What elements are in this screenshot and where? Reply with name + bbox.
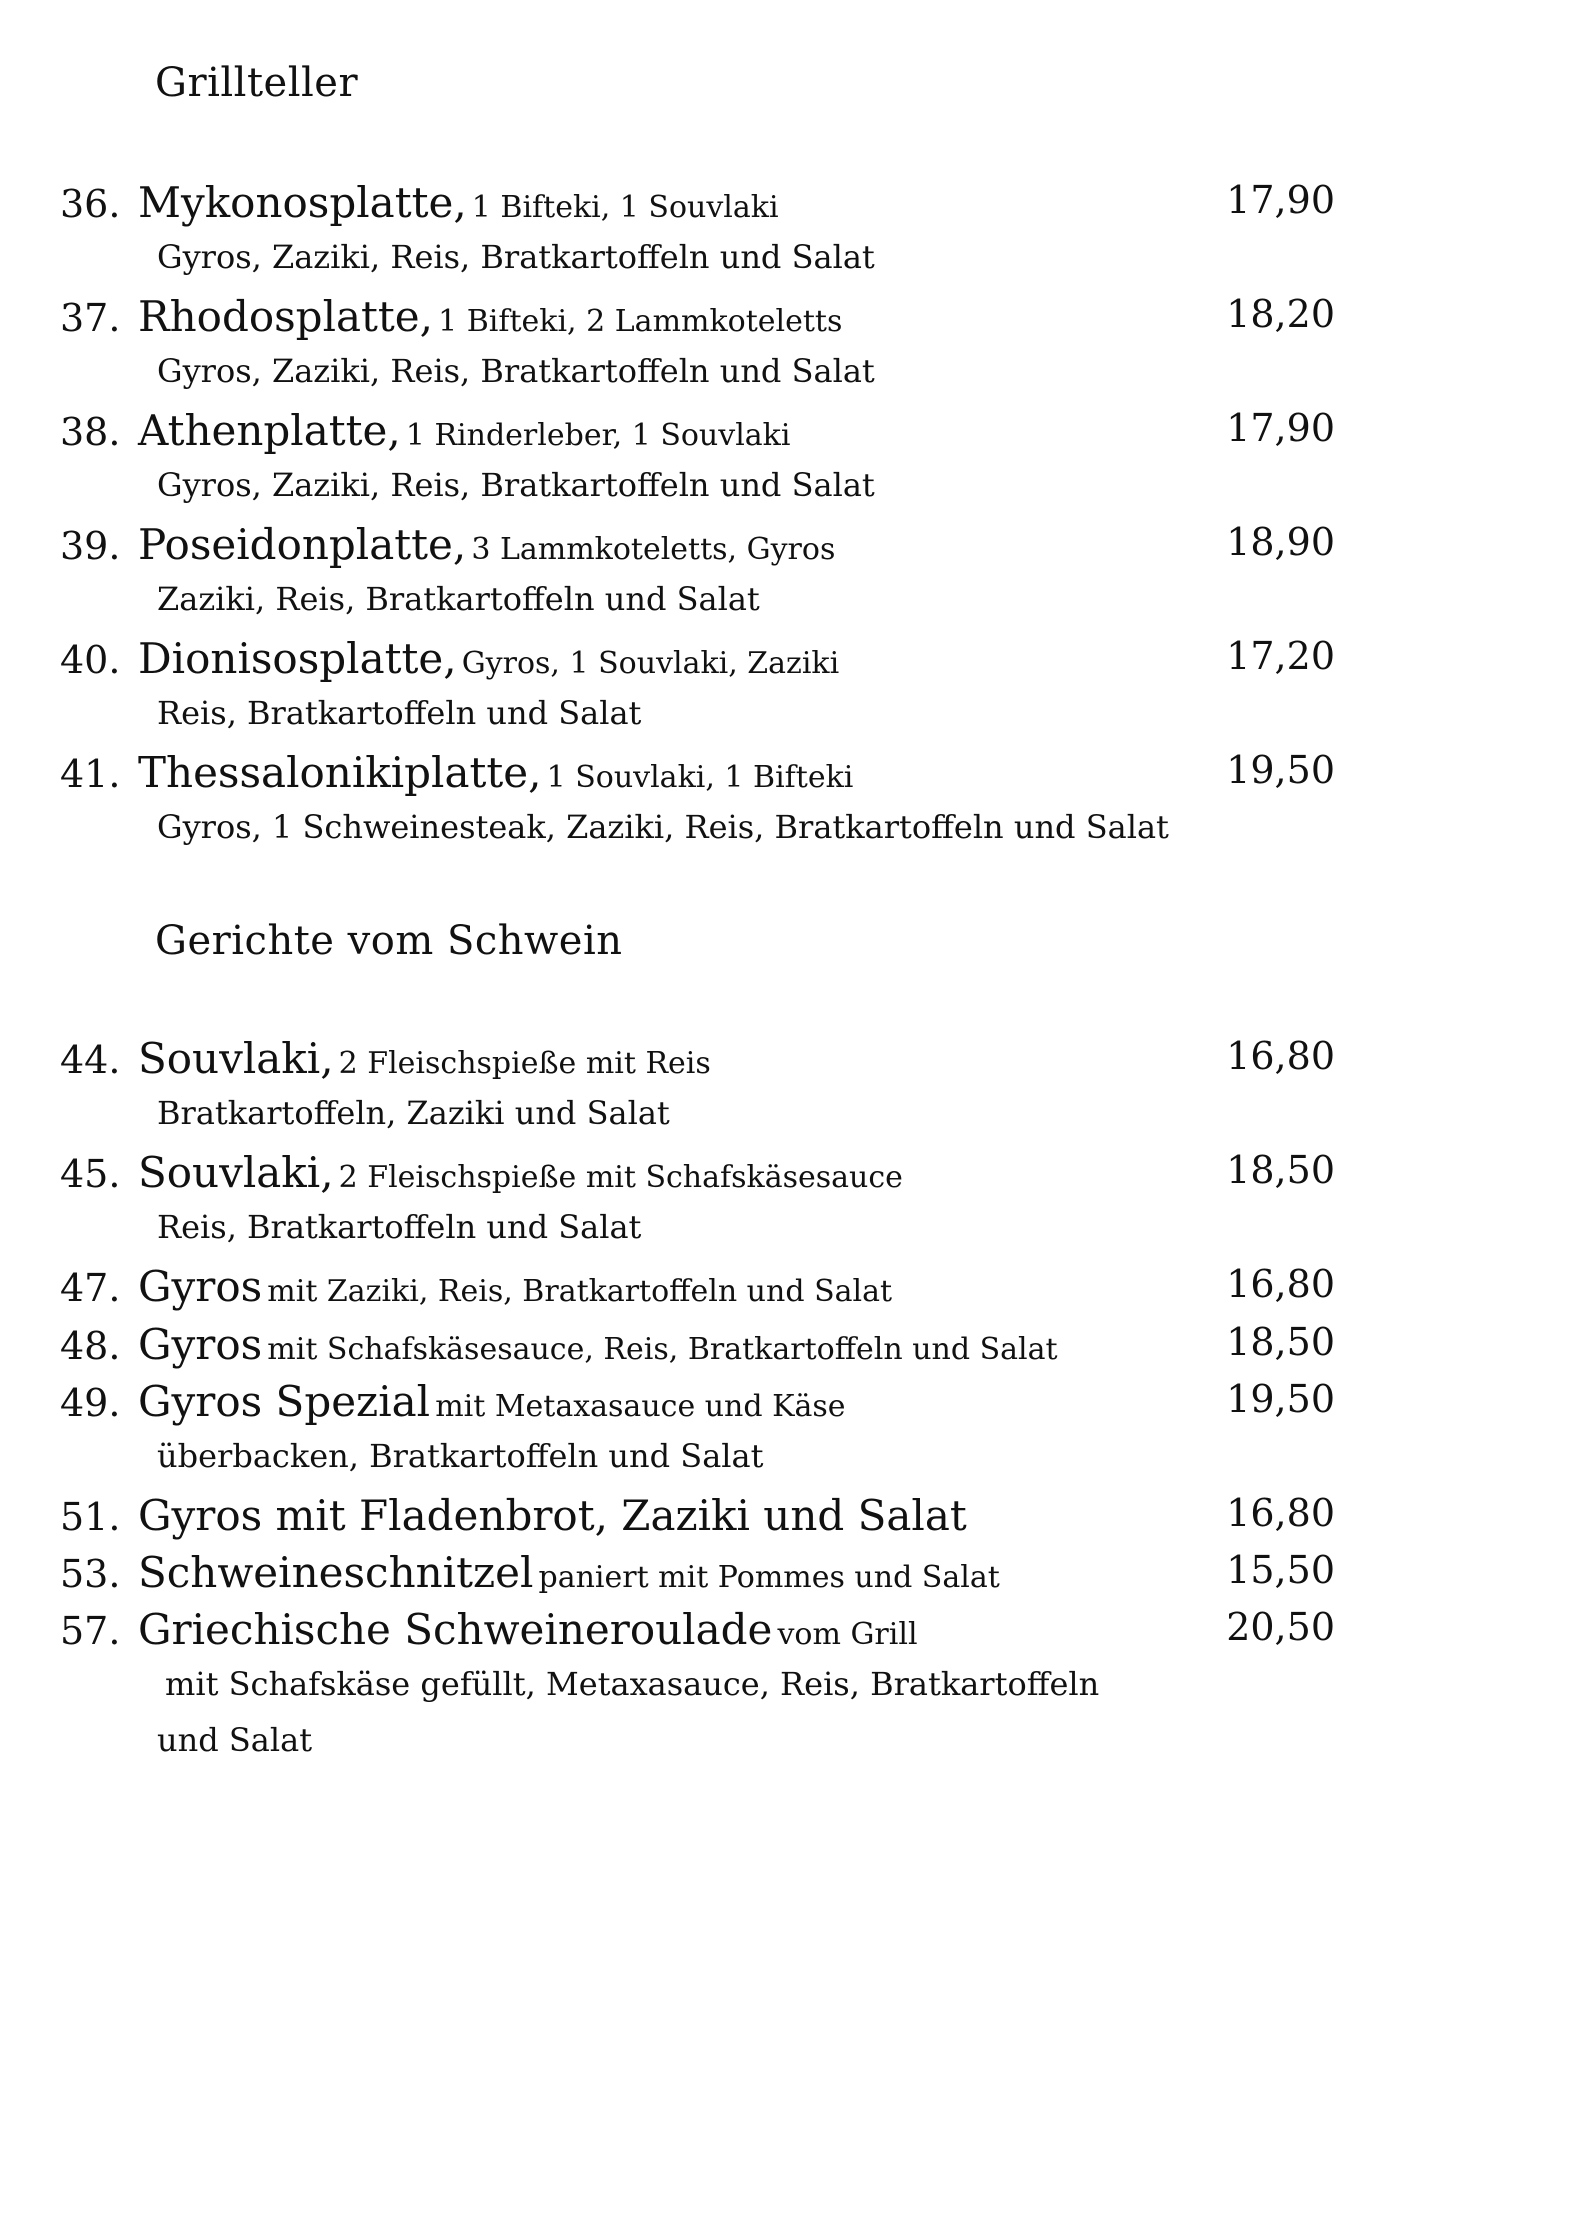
item-price: 18,50 bbox=[1226, 1148, 1335, 1192]
item-price: 20,50 bbox=[1226, 1605, 1335, 1649]
item-number: 36. bbox=[60, 182, 121, 226]
menu-item-44 bbox=[60, 1034, 1335, 1092]
item-number: 47. bbox=[60, 1266, 121, 1310]
menu-item-53 bbox=[60, 1548, 1335, 1606]
item-description: 1 Rinderleber, 1 Souvlaki bbox=[405, 418, 791, 453]
menu-item-39 bbox=[60, 520, 1335, 578]
item-description: 3 Lammkoteletts, Gyros bbox=[471, 532, 836, 567]
item-number: 51. bbox=[60, 1495, 121, 1539]
item-number: 40. bbox=[60, 638, 121, 682]
menu-item-45 bbox=[60, 1148, 1335, 1206]
item-description: 1 Souvlaki, 1 Bifteki bbox=[546, 760, 854, 795]
menu-item-38 bbox=[60, 406, 1335, 464]
menu-item-37 bbox=[60, 292, 1335, 350]
menu-item-47 bbox=[60, 1262, 1335, 1320]
item-description: 1 Bifteki, 2 Lammkoteletts bbox=[438, 304, 843, 339]
item-name: Souvlaki, bbox=[138, 1034, 334, 1083]
item-name: Thessalonikiplatte, bbox=[138, 748, 542, 797]
item-number: 37. bbox=[60, 296, 121, 340]
item-price: 17,90 bbox=[1226, 178, 1335, 222]
item-price: 16,80 bbox=[1226, 1262, 1335, 1306]
menu-item-49 bbox=[60, 1377, 1335, 1435]
item-detail-line: Reis, Bratkartoffeln und Salat bbox=[157, 1208, 642, 1246]
item-description: 2 Fleischspieße mit Schafskäsesauce bbox=[338, 1160, 903, 1195]
item-description: mit Schafskäsesauce, Reis, Bratkartoffeln und Salat bbox=[267, 1332, 1058, 1367]
item-price: 15,50 bbox=[1226, 1548, 1335, 1592]
item-name: Souvlaki, bbox=[138, 1148, 334, 1197]
item-detail-line: Bratkartoffeln, Zaziki und Salat bbox=[157, 1094, 670, 1132]
item-detail-line: Reis, Bratkartoffeln und Salat bbox=[157, 694, 642, 732]
item-detail-line: Zaziki, Reis, Bratkartoffeln und Salat bbox=[157, 580, 760, 618]
item-description: paniert mit Pommes und Salat bbox=[538, 1560, 1000, 1595]
item-description: vom Grill bbox=[777, 1617, 918, 1652]
item-price: 19,50 bbox=[1226, 1377, 1335, 1421]
item-name: Rhodosplatte, bbox=[138, 292, 434, 341]
menu-item-40 bbox=[60, 634, 1335, 692]
item-detail-line: Gyros, 1 Schweinesteak, Zaziki, Reis, Bratkartoffeln und Salat bbox=[157, 808, 1169, 846]
item-name: Athenplatte, bbox=[138, 406, 401, 455]
item-detail-line: überbacken, Bratkartoffeln und Salat bbox=[157, 1437, 764, 1475]
item-name: Gyros Spezial bbox=[138, 1377, 431, 1426]
item-description: Gyros, 1 Souvlaki, Zaziki bbox=[461, 646, 840, 681]
menu-item-51 bbox=[60, 1491, 1335, 1549]
item-detail-line: Gyros, Zaziki, Reis, Bratkartoffeln und Salat bbox=[157, 352, 875, 390]
item-number: 53. bbox=[60, 1552, 121, 1596]
item-description: 2 Fleischspieße mit Reis bbox=[338, 1046, 711, 1081]
section-title-grillteller: Grillteller bbox=[155, 60, 359, 106]
item-number: 41. bbox=[60, 752, 121, 796]
item-detail-line: mit Schafskäse gefüllt, Metaxasauce, Reis, Bratkartoffeln bbox=[165, 1665, 1100, 1703]
section-title-schwein: Gerichte vom Schwein bbox=[155, 918, 623, 964]
item-number: 57. bbox=[60, 1609, 121, 1653]
item-detail-line: Gyros, Zaziki, Reis, Bratkartoffeln und Salat bbox=[157, 238, 875, 276]
menu-item-57 bbox=[60, 1605, 1335, 1663]
item-price: 16,80 bbox=[1226, 1491, 1335, 1535]
item-detail-line: Gyros, Zaziki, Reis, Bratkartoffeln und Salat bbox=[157, 466, 875, 504]
item-name: Mykonosplatte, bbox=[138, 178, 467, 227]
item-price: 17,20 bbox=[1226, 634, 1335, 678]
item-name: Poseidonplatte, bbox=[138, 520, 467, 569]
item-description: 1 Bifteki, 1 Souvlaki bbox=[471, 190, 779, 225]
item-description: mit Zaziki, Reis, Bratkartoffeln und Salat bbox=[267, 1274, 893, 1309]
item-name: Gyros bbox=[138, 1262, 263, 1311]
item-number: 45. bbox=[60, 1152, 121, 1196]
menu-item-36 bbox=[60, 178, 1335, 236]
item-name: Gyros mit Fladenbrot, Zaziki und Salat bbox=[138, 1491, 967, 1540]
item-number: 38. bbox=[60, 410, 121, 454]
item-price: 18,90 bbox=[1226, 520, 1335, 564]
item-number: 44. bbox=[60, 1038, 121, 1082]
item-price: 18,50 bbox=[1226, 1320, 1335, 1364]
item-number: 39. bbox=[60, 524, 121, 568]
item-name: Gyros bbox=[138, 1320, 263, 1369]
menu-item-48 bbox=[60, 1320, 1335, 1378]
item-price: 17,90 bbox=[1226, 406, 1335, 450]
item-price: 16,80 bbox=[1226, 1034, 1335, 1078]
item-name: Dionisosplatte, bbox=[138, 634, 457, 683]
item-price: 19,50 bbox=[1226, 748, 1335, 792]
item-name: Griechische Schweineroulade bbox=[138, 1605, 773, 1654]
item-price: 18,20 bbox=[1226, 292, 1335, 336]
item-number: 49. bbox=[60, 1381, 121, 1425]
item-description: mit Metaxasauce und Käse bbox=[435, 1389, 846, 1424]
item-number: 48. bbox=[60, 1324, 121, 1368]
item-detail-line: und Salat bbox=[157, 1721, 313, 1759]
menu-item-41 bbox=[60, 748, 1335, 806]
item-name: Schweineschnitzel bbox=[138, 1548, 534, 1597]
